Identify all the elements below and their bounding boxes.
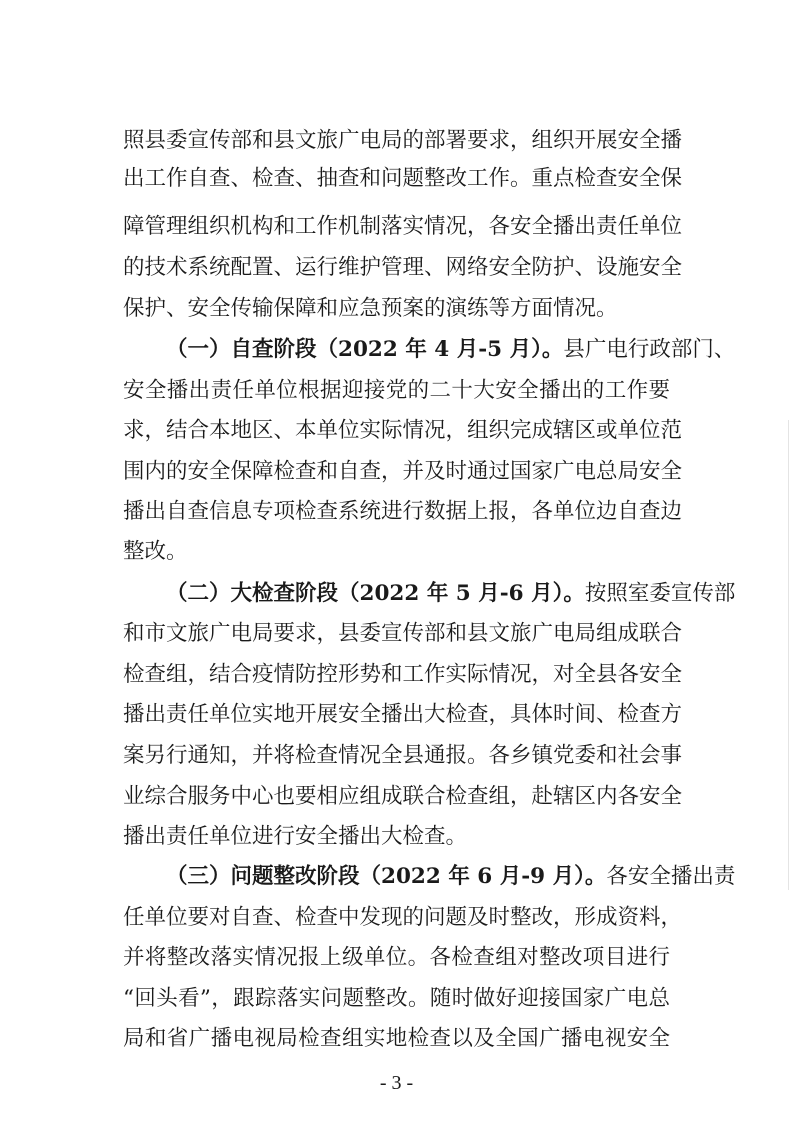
body-line-23: 局和省广播电视局检查组实地检查以及全国广播电视安全 bbox=[123, 1026, 670, 1051]
body-line-4: 的技术系统配置、运行维护管理、网络安全防护、设施安全 bbox=[123, 255, 683, 280]
body-line-7: 安全播出责任单位根据迎接党的二十大安全播出的工作要 bbox=[123, 378, 670, 403]
scan-edge-line bbox=[788, 420, 789, 890]
body-line-13: 和市文旅广电局要求，县委宣传部和县文旅广电局组成联合 bbox=[123, 621, 683, 646]
body-line-5: 保护、安全传输保障和应急预案的演练等方面情况。 bbox=[123, 296, 618, 321]
body-line-18: 播出责任单位进行安全播出大检查。 bbox=[123, 824, 468, 849]
body-line-10: 播出自查信息专项检查系统进行数据上报，各单位边自查边 bbox=[123, 499, 683, 524]
body-line-2: 出工作自查、检查、抽查和问题整改工作。重点检查安全保 bbox=[123, 166, 683, 191]
body-line-22: “回头看”，跟踪落实问题整改。随时做好迎接国家广电总 bbox=[123, 986, 670, 1011]
section-1-heading-line: （一）自查阶段（2022 年 4 月-5 月）。县广电行政部门、 bbox=[166, 337, 736, 362]
section-1-heading: （一）自查阶段（2022 年 4 月-5 月）。 bbox=[166, 337, 564, 362]
body-line-8: 求，结合本地区、本单位实际情况，组织完成辖区或单位范 bbox=[123, 418, 683, 443]
body-line-3: 障管理组织机构和工作机制落实情况，各安全播出责任单位 bbox=[123, 214, 683, 239]
body-line-21: 并将整改落实情况报上级单位。各检查组对整改项目进行 bbox=[123, 945, 670, 970]
section-2-heading-line: （二）大检查阶段（2022 年 5 月-6 月）。按照室委宣传部 bbox=[166, 581, 736, 606]
body-line-20: 任单位要对自查、检查中发现的问题及时整改，形成资料， bbox=[123, 905, 683, 930]
body-line-17: 业综合服务中心也要相应组成联合检查组，赴辖区内各安全 bbox=[123, 784, 683, 809]
section-2-heading: （二）大检查阶段（2022 年 5 月-6 月）。 bbox=[166, 581, 585, 606]
body-line-14: 检查组，结合疫情防控形势和工作实际情况，对全县各安全 bbox=[123, 662, 683, 687]
section-3-heading-line: （三）问题整改阶段（2022 年 6 月-9 月）。各安全播出责 bbox=[166, 864, 736, 889]
body-line-11: 整改。 bbox=[123, 539, 188, 564]
body-line-16: 案另行通知，并将检查情况全县通报。各乡镇党委和社会事 bbox=[123, 743, 683, 768]
body-line-1: 照县委宣传部和县文旅广电局的部署要求，组织开展安全播 bbox=[123, 128, 683, 153]
body-line-9: 围内的安全保障检查和自查，并及时通过国家广电总局安全 bbox=[123, 459, 683, 484]
section-3-heading: （三）问题整改阶段（2022 年 6 月-9 月）。 bbox=[166, 864, 607, 889]
body-line-15: 播出责任单位实地开展安全播出大检查，具体时间、检查方 bbox=[123, 702, 683, 727]
page-number: - 3 - bbox=[379, 1072, 414, 1094]
